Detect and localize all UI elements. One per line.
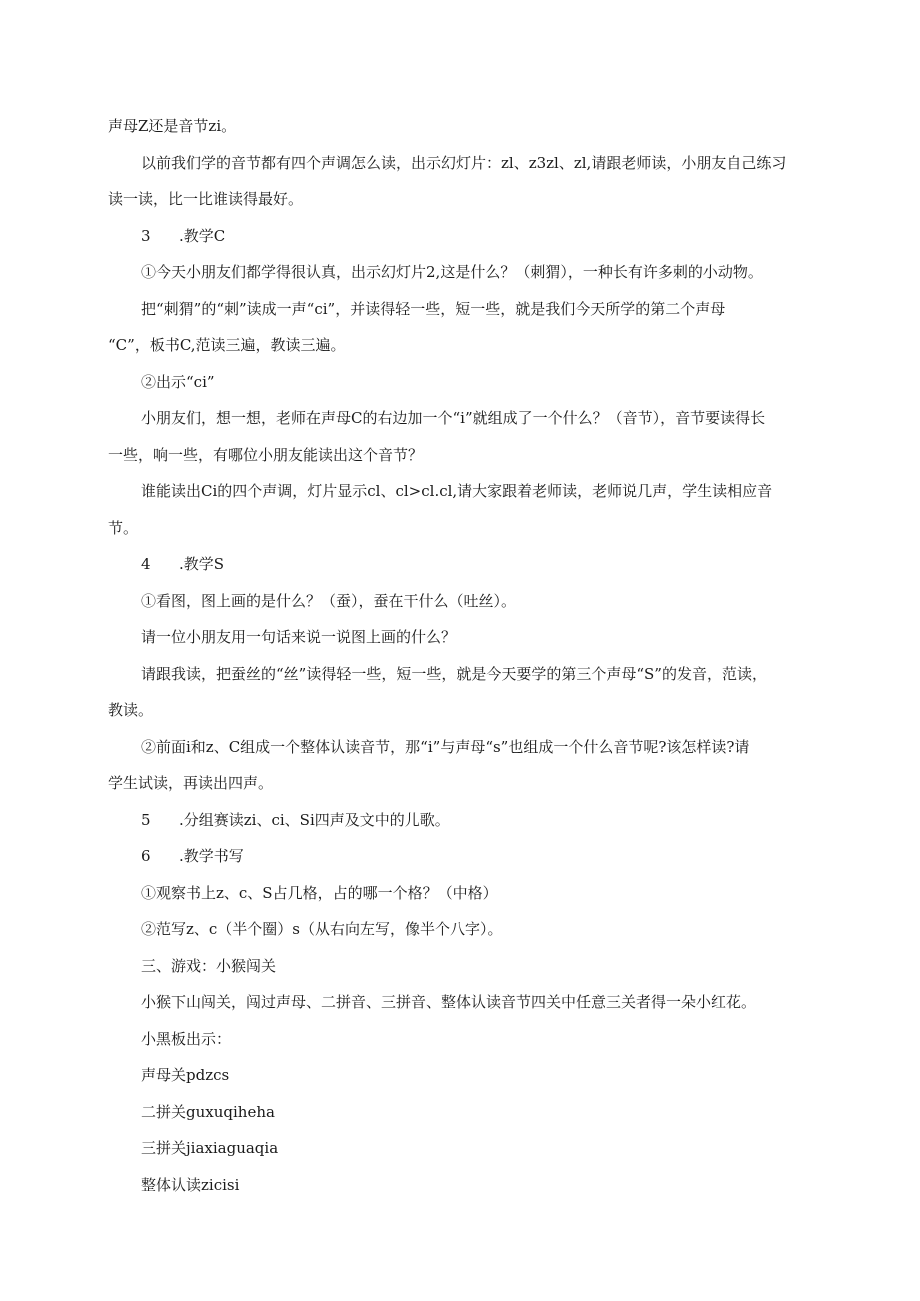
paragraph-line: ②前面i和z、C组成一个整体认读音节，那“i”与声母“s”也组成一个什么音节呢?该怎样读?请	[141, 738, 750, 756]
paragraph-line: 小黑板出示：	[141, 1030, 232, 1048]
paragraph-line: 小猴下山闯关，闯过声母、二拼音、三拼音、整体认读音节四关中任意三关者得一朵小红花。	[141, 993, 757, 1011]
paragraph-line: 声母关pdzcs	[141, 1066, 230, 1084]
paragraph-line: 一些，响一些，有哪位小朋友能读出这个音节？	[108, 446, 424, 464]
paragraph-line: ①今天小朋友们都学得很认真，出示幻灯片2,这是什么？（刺猬），一种长有许多刺的小动物。	[141, 263, 763, 281]
section-heading	[141, 810, 450, 830]
section-title: .教学C	[179, 227, 226, 245]
paragraph-line: 小朋友们，想一想，老师在声母C的右边加一个“i”就组成了一个什么？（音节），音节要读得长	[141, 409, 766, 427]
paragraph-line: ①看图，图上画的是什么？（蚕），蚕在干什么（吐丝）。	[141, 592, 517, 610]
paragraph-line: 以前我们学的音节都有四个声调怎么读，出示幻灯片：zl、z3zl、zl,请跟老师读，小朋友自己练习	[141, 154, 787, 172]
paragraph-line: ②范写z、c（半个圈）s（从右向左写，像半个八字）。	[141, 920, 503, 938]
section-title: .教学S	[179, 555, 225, 573]
paragraph-line: 请跟我读，把蚕丝的“丝”读得轻一些，短一些，就是今天要学的第三个声母“S”的发音，范读，	[141, 665, 767, 683]
paragraph-line: 整体认读zicisi	[141, 1176, 240, 1194]
section-number: 5	[141, 811, 151, 829]
paragraph-line: 三、游戏：小猴闯关	[141, 957, 277, 975]
section-heading	[141, 554, 224, 574]
section-title: .教学书写	[179, 847, 244, 865]
section-heading	[141, 226, 225, 246]
section-heading	[141, 846, 244, 866]
paragraph-line: ①观察书上z、c、S占几格，占的哪一个格？（中格）	[141, 884, 498, 902]
paragraph-line: 谁能读出Ci的四个声调，灯片显示cl、cl>cl.cl,请大家跟着老师读，老师说几声，学生读相应音	[141, 482, 773, 500]
paragraph-line: 教读。	[108, 701, 154, 719]
paragraph-line: 学生试读，再读出四声。	[108, 774, 274, 792]
section-number: 6	[141, 847, 151, 865]
paragraph-line: “C”，板书C,范读三遍，教读三遍。	[108, 336, 346, 354]
section-number: 3	[141, 227, 151, 245]
section-number: 4	[141, 555, 151, 573]
paragraph-line: 声母Z还是音节zi。	[108, 117, 237, 135]
paragraph-line: 三拼关jiaxiaguaqia	[141, 1139, 279, 1157]
paragraph-line: 把“刺猬”的“刺”读成一声“ci”，并读得轻一些，短一些，就是我们今天所学的第二个声母	[141, 300, 726, 318]
paragraph-line: ②出示“ci”	[141, 373, 215, 391]
paragraph-line: 请一位小朋友用一句话来说一说图上画的什么？	[141, 628, 457, 646]
paragraph-line: 二拼关guxuqiheha	[141, 1103, 275, 1121]
section-title: .分组赛读zi、ci、Si四声及文中的儿歌。	[179, 811, 450, 829]
paragraph-line: 节。	[108, 519, 139, 537]
paragraph-line: 读一读，比一比谁读得最好。	[108, 190, 304, 208]
